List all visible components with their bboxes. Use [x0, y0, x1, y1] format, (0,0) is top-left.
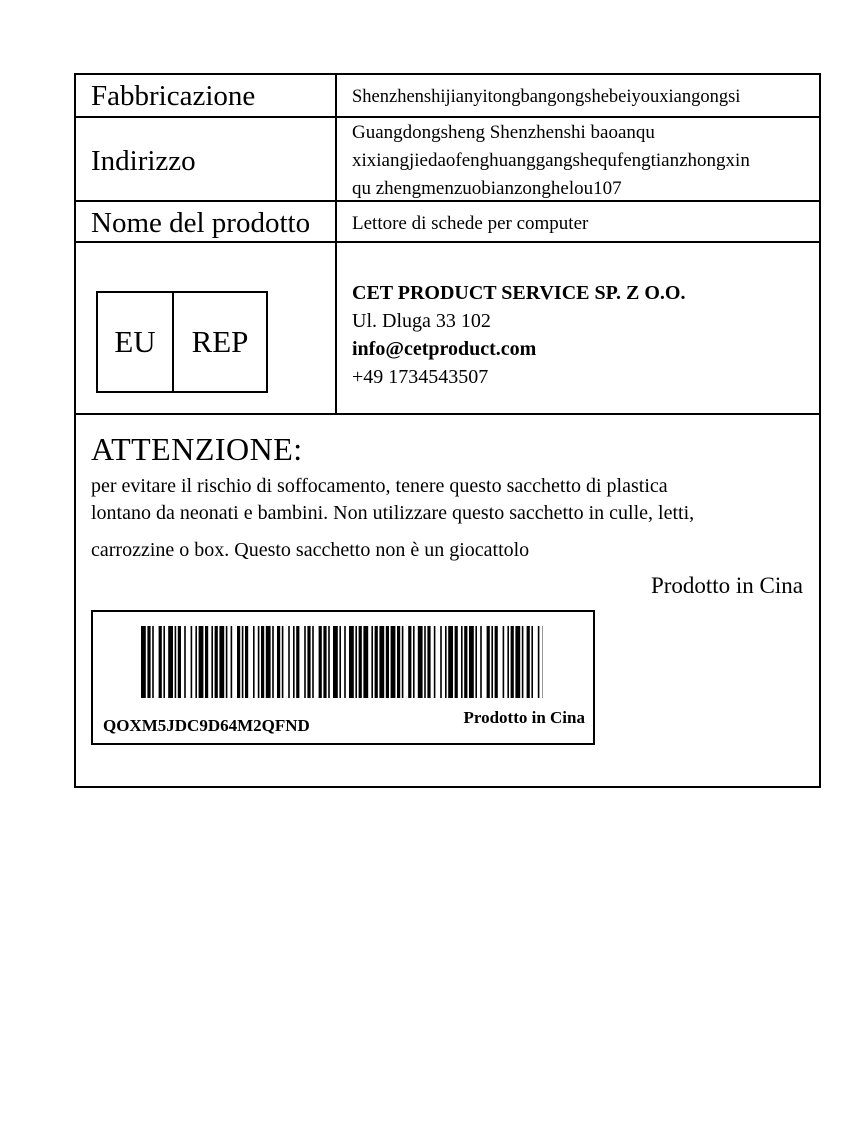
- barcode-bar: [231, 626, 233, 698]
- barcode-bar: [527, 626, 530, 698]
- barcode-bar: [266, 626, 271, 698]
- barcode-bar: [440, 626, 442, 698]
- barcode-bar: [386, 626, 389, 698]
- barcode-bar: [355, 626, 357, 698]
- warning-line: per evitare il rischio di soffocamento, tenere questo sacchetto di plastica: [91, 475, 668, 497]
- product-label: [74, 73, 821, 788]
- barcode-bar: [211, 626, 213, 698]
- barcode-bar: [152, 626, 154, 698]
- barcode-bar: [424, 626, 426, 698]
- barcode-bar: [141, 626, 146, 698]
- manufacturer-label: Fabbricazione: [91, 80, 256, 112]
- barcode-bar: [538, 626, 540, 698]
- barcode-bar: [219, 626, 224, 698]
- eu-rep-company: CET PRODUCT SERVICE SP. Z O.O.: [352, 282, 686, 304]
- barcode-bar: [511, 626, 514, 698]
- barcode-bar: [464, 626, 467, 698]
- barcode-bar: [434, 626, 436, 698]
- row-divider: [76, 413, 819, 415]
- barcode-bar: [178, 626, 181, 698]
- barcode-bar: [261, 626, 264, 698]
- barcode-bar: [163, 626, 165, 698]
- barcode-box: [91, 610, 595, 745]
- product-name-label: Nome del prodotto: [91, 207, 311, 239]
- barcode-bar: [175, 626, 177, 698]
- barcode-bar: [503, 626, 505, 698]
- barcode-bar: [296, 626, 299, 698]
- barcode-bar: [191, 626, 193, 698]
- eu-rep-email: info@cetproduct.com: [352, 338, 537, 360]
- barcode-bar: [319, 626, 322, 698]
- barcode-bar: [293, 626, 295, 698]
- barcode-bar: [461, 626, 463, 698]
- barcode-bar: [491, 626, 493, 698]
- barcode-bar: [391, 626, 396, 698]
- barcode-bar: [242, 626, 244, 698]
- barcode-code: QOXM5JDC9D64M2QFND: [103, 716, 310, 735]
- barcode-bar: [413, 626, 415, 698]
- manufacturer-value: Shenzhenshijianyitongbangongshebeiyouxiangongsi: [352, 87, 741, 107]
- address-line: qu zhengmenzuobianzonghelou107: [352, 178, 622, 199]
- eu-rep-street: Ul. Dluga 33 102: [352, 310, 491, 332]
- barcode-bar: [522, 626, 524, 698]
- column-divider: [335, 75, 337, 413]
- barcode-bar: [455, 626, 458, 698]
- address-value: [352, 119, 750, 203]
- barcode-bar: [515, 626, 520, 698]
- address-label: Indirizzo: [91, 145, 196, 177]
- made-in-text: Prodotto in Cina: [650, 573, 803, 598]
- barcode-bar: [159, 626, 162, 698]
- barcode-bar: [375, 626, 378, 698]
- warning-line: lontano da neonati e bambini. Non utilizzare questo sacchetto in culle, letti,: [91, 502, 695, 524]
- barcode-bar: [312, 626, 314, 698]
- warning-line: carrozzine o box. Questo sacchetto non è un giocattolo: [91, 539, 530, 561]
- eu-rep-symbol-rep: REP: [191, 324, 249, 359]
- eu-rep-symbol-eu: EU: [98, 293, 174, 391]
- barcode-bar: [226, 626, 228, 698]
- barcode-bar: [480, 626, 482, 698]
- barcode-bar: [258, 626, 260, 698]
- barcode-bar: [495, 626, 498, 698]
- barcode-bar: [349, 626, 354, 698]
- barcode-bar: [333, 626, 338, 698]
- barcode-bar: [427, 626, 430, 698]
- barcode-bar: [307, 626, 310, 698]
- barcode-bar: [507, 626, 509, 698]
- barcode-bar: [245, 626, 248, 698]
- barcode-bar: [469, 626, 474, 698]
- eu-rep-symbol: [96, 291, 268, 393]
- barcode-bar: [253, 626, 255, 698]
- barcode-bar: [195, 626, 197, 698]
- barcode-bar: [282, 626, 284, 698]
- barcode-bar: [402, 626, 404, 698]
- barcode-bar: [397, 626, 400, 698]
- barcode-bar: [199, 626, 204, 698]
- row-divider: [76, 116, 819, 118]
- barcode-bar: [205, 626, 208, 698]
- barcode-bar: [371, 626, 373, 698]
- barcode-bar: [344, 626, 346, 698]
- row-divider: [76, 241, 819, 243]
- barcode-bar: [304, 626, 306, 698]
- barcode-bar: [445, 626, 447, 698]
- barcode-made-in: Prodotto in Cina: [463, 708, 585, 727]
- product-name-value: Lettore di schede per computer: [352, 213, 589, 234]
- barcode-bar: [277, 626, 280, 698]
- barcode-bar: [418, 626, 423, 698]
- barcode-bar: [328, 626, 330, 698]
- barcode-bar: [168, 626, 173, 698]
- barcode-bar: [147, 626, 150, 698]
- barcode-bar: [379, 626, 384, 698]
- barcode-bar: [288, 626, 290, 698]
- barcode-bar: [237, 626, 240, 698]
- barcode-bar: [531, 626, 533, 698]
- barcode-bar: [487, 626, 490, 698]
- barcode-bar: [363, 626, 368, 698]
- barcode-bar: [475, 626, 477, 698]
- barcode-bar: [359, 626, 362, 698]
- barcode-bar: [323, 626, 326, 698]
- warning-title: ATTENZIONE:: [91, 431, 303, 467]
- barcode-bars: [141, 626, 543, 698]
- barcode-bar: [339, 626, 341, 698]
- barcode-bar: [408, 626, 411, 698]
- address-line: xixiangjiedaofenghuanggangshequfengtianzhongxin: [352, 150, 750, 171]
- barcode-bar: [215, 626, 218, 698]
- barcode-bar: [272, 626, 274, 698]
- address-line: Guangdongsheng Shenzhenshi baoanqu: [352, 122, 655, 143]
- eu-rep-contact: [352, 279, 685, 391]
- barcode-bar: [184, 626, 186, 698]
- barcode-bar: [448, 626, 453, 698]
- eu-rep-phone: +49 1734543507: [352, 366, 489, 388]
